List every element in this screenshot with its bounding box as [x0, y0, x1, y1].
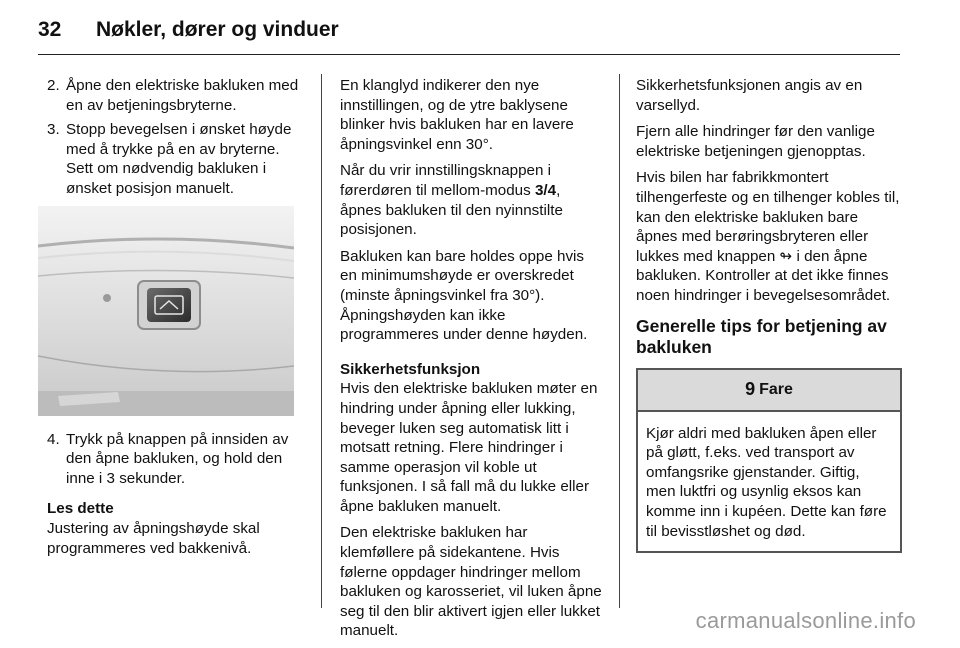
warning-header: [638, 370, 900, 412]
list-item: [47, 120, 305, 198]
paragraph: En klanglyd indikerer den nye innstillingen, og de ytre baklysene blinker hvis bakluken har en lavere åpningsvinkel enn 30°.: [340, 77, 574, 153]
tailgate-button-photo-icon: [38, 206, 294, 416]
list-text: Trykk på knappen på innsiden av den åpne bakluken, og hold den inne i 3 sekunder.: [66, 430, 289, 487]
paragraph: Hvis den elektriske bakluken møter en hindring under åpning eller lukking, beveger luken seg automatisk litt i motsatt retning. Flere hindringer i samme operasjon vil koble ut funksjonen. I så fall må du lukke eller åpne bakluken manuelt.: [340, 380, 598, 515]
list-number: 3.: [47, 121, 60, 139]
column-2: [340, 76, 602, 648]
list-item: [47, 76, 305, 115]
note-text: Justering av åpningshøyde skal programmeres ved bakkenivå.: [47, 519, 260, 557]
list-number: 2.: [47, 77, 60, 94]
paragraph: Når du vrir innstillingsknappen i førerdøren til mellom-modus 3/4, åpnes bakluken til den nyinnstilte posisjonen.: [340, 162, 563, 239]
header-rule: [38, 54, 900, 55]
safety-heading: Sikkerhetsfunksjon: [340, 360, 481, 378]
paragraph: Fjern alle hindringer før den vanlige elektriske betjeningen gjenopptas.: [636, 123, 875, 160]
tailgate-button-icon: ↬: [779, 247, 793, 265]
column-1: [47, 76, 305, 558]
warning-box: [636, 368, 902, 554]
paragraph: Den elektriske bakluken har klemføllere på sidekantene. Hvis følerne oppdager hindringer mellom bakluken og karosseriet, vil luken åpne seg til den blir aktivert igjen eller lukket manuelt.: [340, 524, 602, 640]
paragraph: Hvis bilen har fabrikkmontert tilhengerfeste og en tilhenger kobles til, kan den elektriske bakluken bare åpnes med berøringsbryteren eller lukkes med knappen ↬ i den åpne bakluken. Kontroller at det ikke finnes noen hindringer i bevegelsesområdet.: [636, 169, 900, 304]
watermark: carmanualsonline.info: [695, 608, 916, 633]
mode-label: 3/4: [534, 181, 557, 199]
column-3: [636, 76, 902, 553]
paragraph: Sikkerhetsfunksjonen angis av en varsellyd.: [636, 77, 863, 114]
column-divider: [619, 74, 620, 608]
warning-icon: 9: [745, 378, 756, 399]
list-number: 4.: [47, 430, 60, 448]
note-heading: Les dette: [47, 500, 114, 518]
list-text: Åpne den elektriske bakluken med en av betjeningsbryterne.: [66, 77, 299, 114]
list-text: Stopp bevegelsen i ønsket høyde med å trykke på en av bryterne. Sett om nødvendig bakluken i ønsket posisjon manuelt.: [66, 121, 292, 197]
page-number: 32: [38, 18, 62, 41]
section-heading: Generelle tips for betjening av bakluken: [636, 315, 887, 357]
column-divider: [321, 74, 322, 608]
warning-text: Kjør aldri med bakluken åpen eller på gløtt, f.eks. ved transport av omfangsrike gjenstander. Giftig, men luktfri og usynlig eksos kan komme inn i kupéen. Dette kan føre til bevisstløshet og død.: [646, 424, 887, 540]
page-header: [0, 0, 960, 58]
warning-title: Fare: [759, 380, 793, 398]
chapter-title: Nøkler, dører og vinduer: [96, 18, 339, 41]
paragraph: Bakluken kan bare holdes oppe hvis en minimumshøyde er overskredet (minste åpningsvinkel fra 30°). Åpningshøyden kan ikke programmeres under denne høyden.: [340, 247, 588, 344]
list-item: [47, 430, 305, 489]
